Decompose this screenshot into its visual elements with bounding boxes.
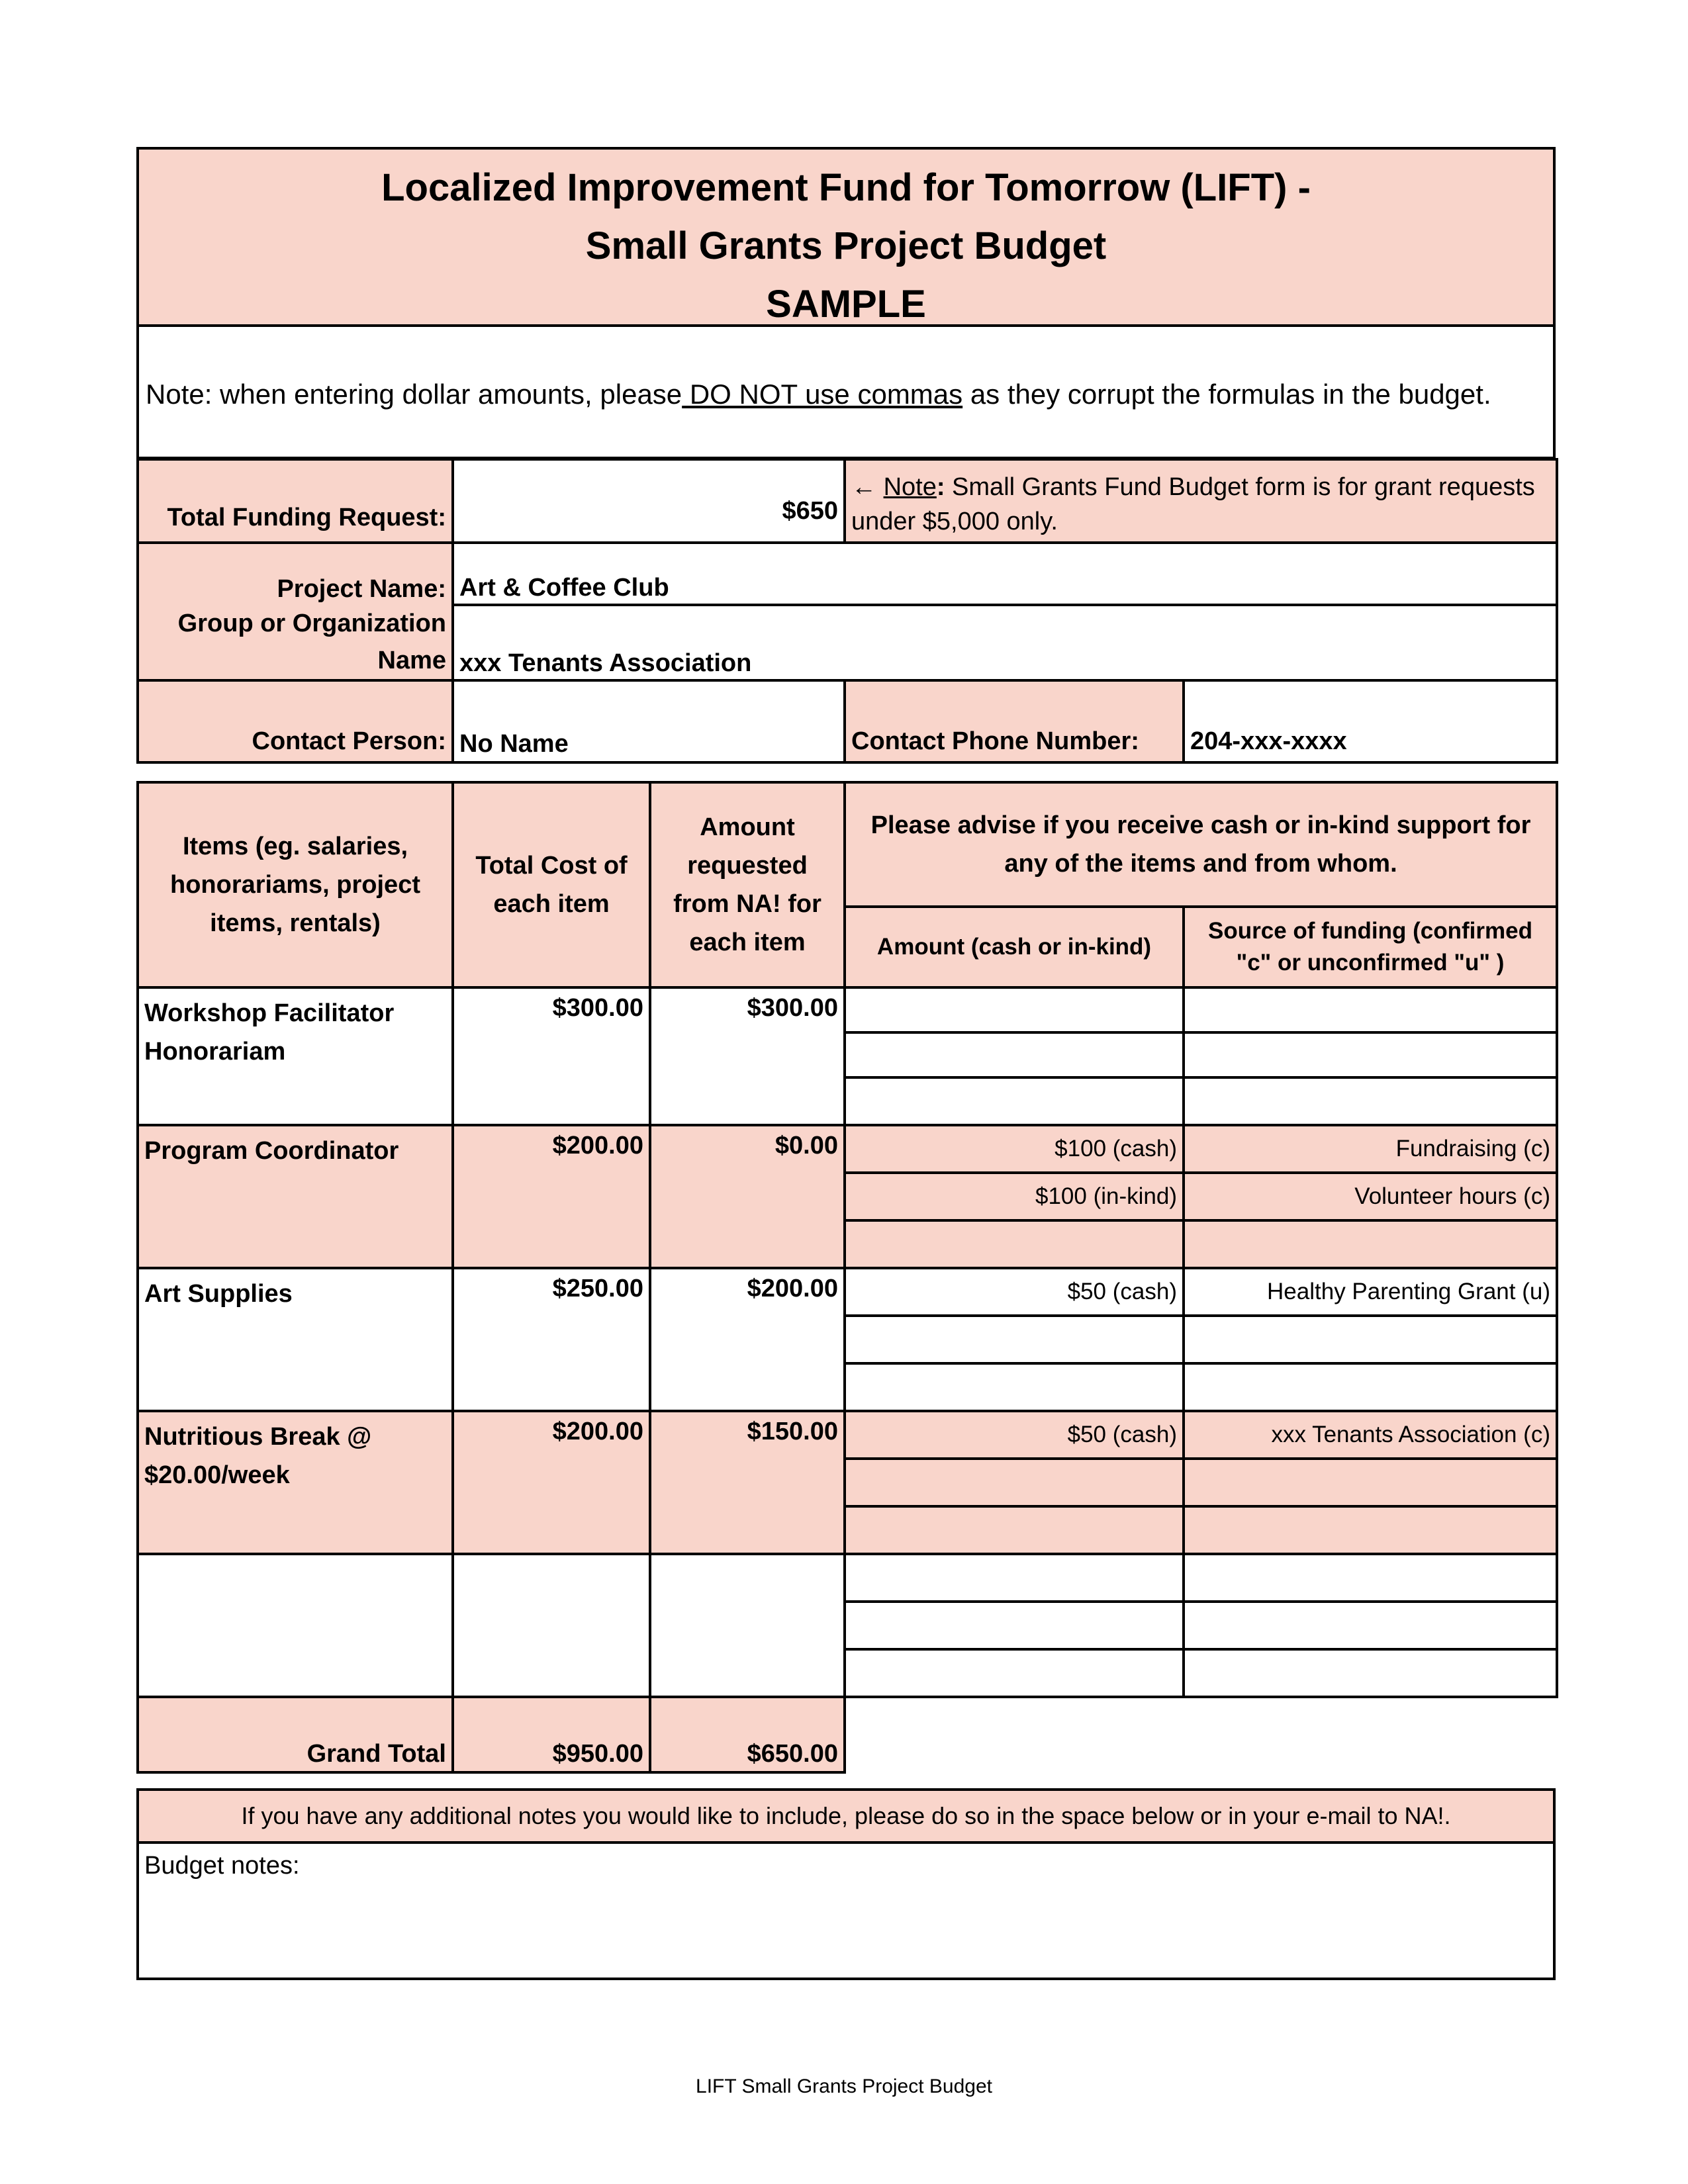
support-amount[interactable]: $100 (cash) [845,1125,1184,1173]
notes-instruction: If you have any additional notes you would like to include, please do so in the space below or in your e-mail to NA!. [138,1790,1554,1843]
grand-total-label: Grand Total [138,1697,453,1772]
contact-phone-value[interactable]: 204-xxx-xxxx [1184,680,1557,762]
funding-request-label: Total Funding Request: [138,459,453,543]
arrow-left-icon: ← [851,473,884,501]
budget-item-name[interactable]: Nutritious Break @ $20.00/week [138,1411,453,1554]
budget-item-name[interactable]: Art Supplies [138,1268,453,1411]
support-amount[interactable] [845,1077,1184,1125]
support-source[interactable] [1184,1649,1557,1697]
budget-item-requested[interactable]: $0.00 [650,1125,845,1268]
budget-item-requested[interactable]: $150.00 [650,1411,845,1554]
support-amount[interactable] [845,1220,1184,1268]
support-source[interactable] [1184,987,1557,1032]
contact-person-label: Contact Person: [138,680,453,762]
budget-item-total[interactable]: $200.00 [453,1411,650,1554]
contact-phone-label: Contact Phone Number: [845,680,1184,762]
support-source[interactable] [1184,1506,1557,1554]
note-prefix: Note: when entering dollar amounts, please [146,379,682,410]
header-support-advice: Please advise if you receive cash or in-kind support for any of the items and from whom. [845,782,1557,907]
support-amount[interactable]: $50 (cash) [845,1268,1184,1316]
budget-notes-field[interactable]: Budget notes: [138,1843,1554,1979]
org-name-value[interactable]: xxx Tenants Association [453,605,1557,680]
support-source[interactable]: Fundraising (c) [1184,1125,1557,1173]
support-amount[interactable]: $50 (cash) [845,1411,1184,1459]
budget-item-name[interactable]: Program Coordinator [138,1125,453,1268]
support-source[interactable]: Healthy Parenting Grant (u) [1184,1268,1557,1316]
title-line-1: Localized Improvement Fund for Tomorrow (LIFT) - [381,166,1311,209]
budget-table [136,781,1558,1774]
support-amount[interactable] [845,987,1184,1032]
budget-table-section [136,781,1556,1774]
funding-note-colon: : [936,473,945,501]
grand-total-spacer [845,1697,1557,1772]
support-source[interactable] [1184,1363,1557,1411]
support-amount[interactable] [845,1316,1184,1363]
support-amount[interactable]: $100 (in-kind) [845,1173,1184,1220]
header-items: Items (eg. salaries, honorariams, project items, rentals) [138,782,453,987]
budget-item-requested[interactable]: $200.00 [650,1268,845,1411]
funding-request-amount[interactable]: $650 [453,459,845,543]
support-source[interactable] [1184,1554,1557,1602]
note-underlined: DO NOT use commas [682,379,963,410]
budget-item-name[interactable] [138,1554,453,1697]
support-amount[interactable] [845,1554,1184,1602]
grand-total-requested: $650.00 [650,1697,845,1772]
org-name-label [138,605,453,680]
header-total-cost: Total Cost of each item [453,782,650,987]
page-footer: LIFT Small Grants Project Budget [696,2075,992,2097]
budget-item-total[interactable]: $200.00 [453,1125,650,1268]
support-source[interactable] [1184,1316,1557,1363]
support-source[interactable] [1184,1032,1557,1077]
header-support-amount: Amount (cash or in-kind) [845,907,1184,987]
header-funding-source: Source of funding (confirmed "c" or unconfirmed "u" ) [1184,907,1557,987]
support-amount[interactable] [845,1459,1184,1506]
support-source[interactable] [1184,1459,1557,1506]
project-name-value[interactable]: Art & Coffee Club [453,543,1557,605]
support-source[interactable] [1184,1077,1557,1125]
budget-item-total[interactable]: $250.00 [453,1268,650,1411]
budget-item-total[interactable]: $300.00 [453,987,650,1125]
budget-item-requested[interactable]: $300.00 [650,987,845,1125]
funding-note [845,459,1557,543]
title-block [136,147,1556,327]
note-suffix: as they corrupt the formulas in the budget. [962,379,1491,410]
org-label-line-2: Name [377,647,446,674]
support-source[interactable] [1184,1220,1557,1268]
comma-warning-note [136,324,1556,459]
title-line-2: Small Grants Project Budget [585,224,1107,267]
budget-notes-section [136,1788,1556,1980]
org-label-line-1: Group or Organization [177,610,446,637]
funding-note-text: Small Grants Fund Budget form is for grant requests under $5,000 only. [851,473,1535,535]
support-amount[interactable] [845,1506,1184,1554]
support-amount[interactable] [845,1649,1184,1697]
support-amount[interactable] [845,1032,1184,1077]
header-amount-requested: Amount requested from NA! for each item [650,782,845,987]
contact-person-value[interactable]: No Name [453,680,845,762]
funding-note-word: Note [883,473,937,501]
support-source[interactable]: Volunteer hours (c) [1184,1173,1557,1220]
support-amount[interactable] [845,1363,1184,1411]
title-line-3: SAMPLE [766,283,926,326]
budget-item-requested[interactable] [650,1554,845,1697]
budget-item-total[interactable] [453,1554,650,1697]
support-amount[interactable] [845,1602,1184,1649]
project-name-label: Project Name: [138,543,453,605]
project-info-section [136,458,1556,764]
support-source[interactable] [1184,1602,1557,1649]
support-source[interactable]: xxx Tenants Association (c) [1184,1411,1557,1459]
budget-item-name[interactable]: Workshop Facilitator Honorariam [138,987,453,1125]
grand-total-cost: $950.00 [453,1697,650,1772]
